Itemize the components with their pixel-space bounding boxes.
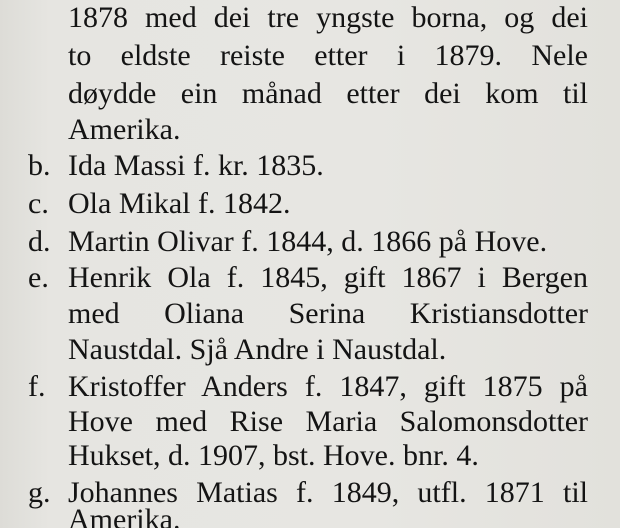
entry-e-line: Henrik Ola f. 1845, gift 1867 i Bergen <box>68 261 588 294</box>
entry-label-c: c. <box>28 187 49 220</box>
entry-label-g: g. <box>28 476 51 509</box>
text-line: to eldste reiste etter i 1879. Nele <box>68 39 588 72</box>
entry-g-line: Amerika. <box>68 508 181 528</box>
entry-f-line: Kristoffer Anders f. 1847, gift 1875 på <box>68 370 588 403</box>
cut-off-line <box>68 508 368 528</box>
entry-g-line: Johannes Matias f. 1849, utfl. 1871 til <box>68 476 588 509</box>
entry-e-line: med Oliana Serina Kristiansdotter <box>68 297 588 330</box>
text-line: 1878 med dei tre yngste borna, og dei <box>68 1 588 34</box>
entry-f-line: Hove med Rise Maria Salomonsdotter <box>68 405 588 438</box>
entry-label-e: e. <box>28 261 49 294</box>
entry-label-d: d. <box>28 225 51 258</box>
entry-label-b: b. <box>28 149 51 182</box>
entry-b-line: Ida Massi f. kr. 1835. <box>68 149 324 182</box>
entry-c-line: Ola Mikal f. 1842. <box>68 187 291 220</box>
entry-f-line: Hukset, d. 1907, bst. Hove. bnr. 4. <box>68 439 479 472</box>
entry-d-line: Martin Olivar f. 1844, d. 1866 på Hove. <box>68 225 548 258</box>
text-line: Amerika. <box>68 113 181 146</box>
entry-e-line: Naustdal. Sjå Andre i Naustdal. <box>68 333 447 366</box>
entry-label-f: f. <box>28 370 46 403</box>
text-line: døydde ein månad etter dei kom til <box>68 77 588 110</box>
